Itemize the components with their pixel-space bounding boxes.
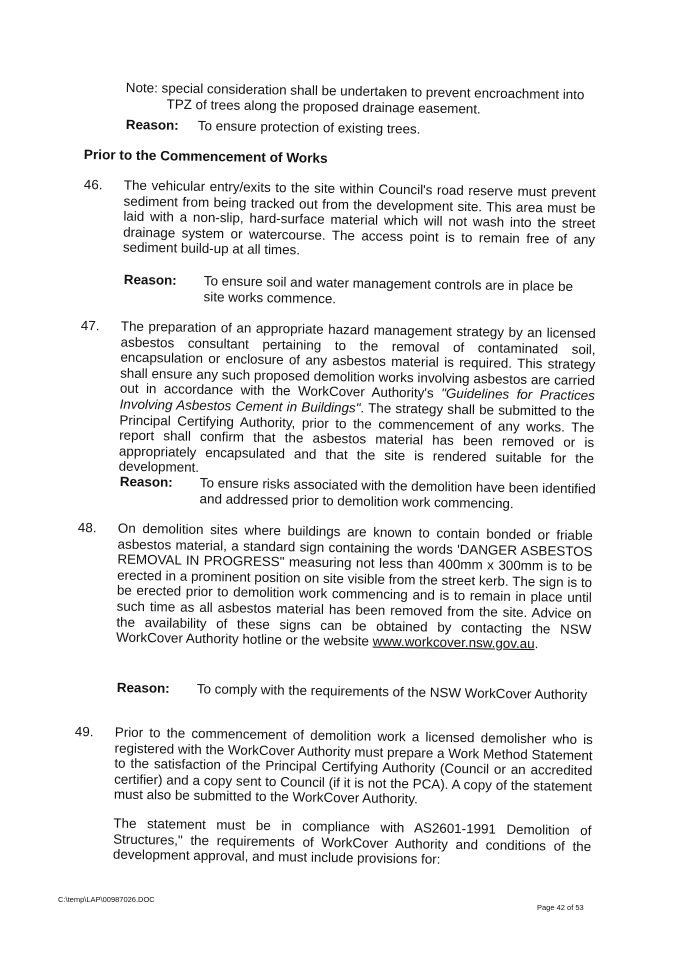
workcover-website-link[interactable]: www.workcover.nsw.gov.au bbox=[372, 633, 535, 652]
note-line-1: Note: special consideration shall be undertaken to prevent encroachment into bbox=[125, 80, 585, 103]
reason-label: Reason: bbox=[125, 117, 179, 133]
reason-label: Reason: bbox=[116, 680, 170, 696]
condition-text-end: . bbox=[534, 636, 539, 652]
reason-46 bbox=[124, 272, 596, 311]
reason-text: To comply with the requirements of the NSW WorkCover Authority bbox=[196, 681, 588, 703]
note-line-2: TPZ of trees along the proposed drainage easement. bbox=[166, 96, 481, 117]
reason-label: Reason: bbox=[119, 474, 173, 490]
condition-text bbox=[116, 521, 593, 653]
tree-protection-note bbox=[126, 80, 596, 119]
condition-number: 49. bbox=[74, 724, 94, 740]
condition-number: 48. bbox=[77, 520, 97, 536]
reason-text: To ensure protection of existing trees. bbox=[197, 118, 421, 137]
condition-49 bbox=[73, 724, 593, 870]
guidelines-title: "Guidelines for Practices Involving Asbestos Cement in Buildings" bbox=[119, 386, 595, 416]
reason-label: Reason: bbox=[123, 272, 177, 288]
condition-paragraph-2: The statement must be in compliance with AS2601-1991 Demolition of Structures," the requirements of WorkCover Authority and conditions of the development approval, and must include provisions for: bbox=[112, 815, 592, 867]
condition-body bbox=[113, 725, 593, 870]
condition-text-main: On demolition sites where buildings are known to contain bonded or friable asbestos material, a standard sign containing the words 'DANGER ASBESTOS REMOVAL IN PROGRESS" measuring not less than 400mm x 300mm is to be erected in a prominent position on site visible from the street kerb. The sign is to be erected prior to demolition work commencing and is to remain in place until such time as all asbestos material has been removed from the site. Advice on the availability of these signs can be obtained by contacting the NSW WorkCover Authority hotline or the website bbox=[116, 520, 593, 649]
condition-number: 47. bbox=[80, 318, 100, 334]
section-heading: Prior to the Commencement of Works bbox=[83, 147, 328, 166]
condition-text-part-2: . The strategy shall be submitted to the Principal Certifying Authority, prior to the commencement of any works. The report shall confirm that the asbestos material has been removed or is appropriately encapsulated and that the site is rendered suitable for the development. bbox=[118, 400, 595, 476]
condition-48 bbox=[76, 520, 593, 653]
condition-number: 46. bbox=[83, 177, 103, 193]
reason-tree-protection bbox=[126, 117, 606, 140]
condition-paragraph-1: Prior to the commencement of demolition work a licensed demolisher who is registered with the WorkCover Authority must prepare a Work Method Statement to the satisfaction of the Principal Certifying Authority (Council or an accredited certifier) and a copy sent to Council (if it is not the PCA). A copy of the statement must also be submitted to the WorkCover Authority. bbox=[113, 724, 593, 807]
reason-47 bbox=[120, 474, 596, 513]
reason-text: To ensure risks associated with the demolition have been identified and addressed prior to demolition work commencing. bbox=[199, 475, 596, 511]
footer-page-number: Page 42 of 53 bbox=[537, 903, 584, 912]
condition-text-part-1: The preparation of an appropriate hazard management strategy by an licensed asbestos consultant pertaining to the removal of contaminated soil, encapsulation or enclosure of any asbestos material is required. This strategy shall ensure any such proposed demolition works involving asbestos are carried out in accordance with the WorkCover Authority's bbox=[119, 318, 596, 402]
reason-48 bbox=[117, 680, 593, 703]
condition-text bbox=[119, 319, 596, 482]
footer-file-path: C:\temp\LAP\00987026.DOC bbox=[58, 895, 155, 904]
reason-text: To ensure soil and water management controls are in place be site works commence. bbox=[203, 273, 574, 306]
condition-text: The vehicular entry/exits to the site within Council's road reserve must prevent sediment from being tracked out from the development site. This area must be laid with a non-slip, hard-surface material which will not wash into the street drainage system or watercourse. The access point is to remain free of any sediment build-up at all times. bbox=[122, 177, 596, 258]
condition-47 bbox=[79, 318, 596, 482]
condition-46 bbox=[83, 177, 596, 263]
